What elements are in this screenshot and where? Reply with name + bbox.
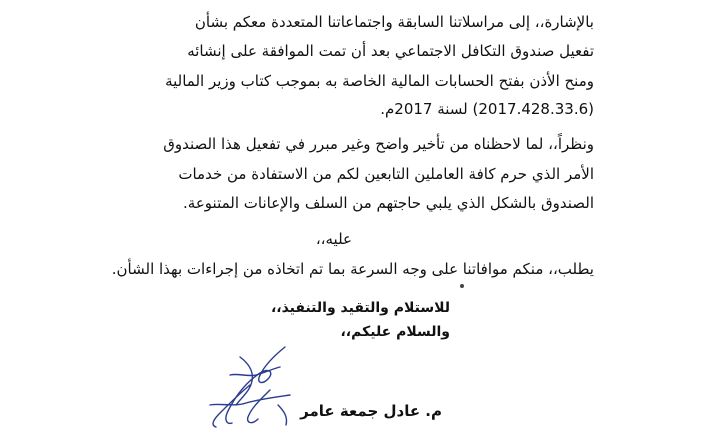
closing-line-1: للاستلام والتقيد والتنفيذ،، xyxy=(270,300,450,316)
closing-line-2: والسلام عليكم،، xyxy=(340,324,450,340)
paragraph-2-line-2: الأمر الذي حرم كافة العاملين التابعين لكم من الاستفادة من خدمات xyxy=(178,165,594,183)
signatory-name: م. عادل جمعة عامر xyxy=(300,402,442,420)
therefore-text: عليه،، xyxy=(315,230,352,248)
paragraph-1-line-2: تفعيل صندوق التكافل الاجتماعي بعد أن تمت الموافقة على إنشائه xyxy=(187,42,594,60)
paragraph-2-line-3: الصندوق بالشكل الذي يلبي حاجتهم من السلف والإعانات المتنوعة. xyxy=(183,194,594,212)
paragraph-1-line-4: (2017.428.33.6) لسنة 2017م. xyxy=(380,100,594,118)
paragraph-1-line-3: ومنح الأذن بفتح الحسابات المالية الخاصة به بموجب كتاب وزير المالية xyxy=(165,72,594,90)
paragraph-1-line-1: بالإشارة،، إلى مراسلاتنا السابقة واجتماعاتنا المتعددة معكم بشأن xyxy=(194,13,594,31)
paragraph-2-line-1: ونظراً،، لما لاحظناه من تأخير واضح وغير مبرر في تفعيل هذا الصندوق xyxy=(163,135,594,153)
stray-mark xyxy=(460,284,464,288)
request-text: يطلب،، منكم موافاتنا على وجه السرعة بما تم اتخاذه من إجراءات بهذا الشأن. xyxy=(111,260,594,278)
